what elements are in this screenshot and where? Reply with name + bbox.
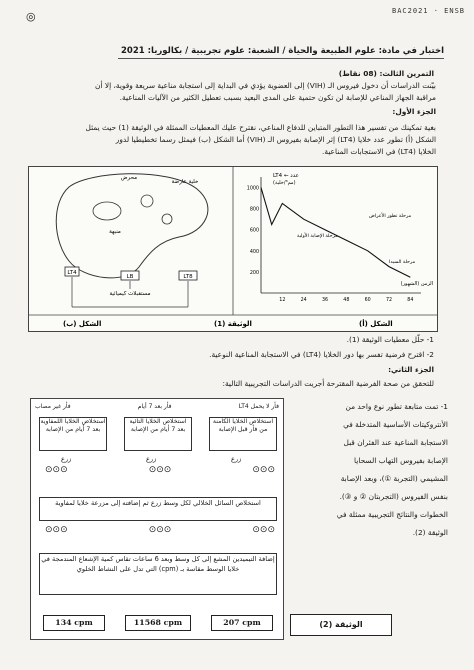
part2-title: الجزء الثاني: bbox=[388, 365, 434, 374]
part1-title: الجزء الأول: bbox=[392, 107, 436, 116]
desc-line: الأنتروكيتات الأساسية المتدخلة في bbox=[343, 420, 448, 429]
flow-top-labels bbox=[35, 403, 279, 410]
graph-x-label: الزمن (الشهور) bbox=[400, 281, 433, 287]
spiral-icon: ◎ bbox=[26, 10, 36, 23]
culture-label-b: زرع bbox=[146, 455, 157, 463]
flow-box-c: استخلاص الخلايا اللمفاوية بعد 7 أيام من الإصابة bbox=[39, 417, 107, 451]
dish-icon: ⊙⊙⊙ bbox=[148, 465, 172, 475]
x-tick-label: 24 bbox=[300, 298, 307, 303]
y-tick-label: 800 bbox=[249, 207, 259, 213]
part1-line-3: الخلايا (LT4) في الاستجابات المناعية. bbox=[322, 147, 436, 156]
flow-box-b: استخلاص الخلايا التائية بعد 7 أيام من الإصابة bbox=[124, 417, 192, 451]
phase-primary: مرحلة الإصابة الأولية bbox=[297, 234, 338, 239]
y-tick-label: 1000 bbox=[246, 186, 259, 192]
graph-a bbox=[247, 173, 433, 303]
flow-box-measure: إضافة التيميدين المشع إلى كل وسط وبعد 6 ساعات تقاس كمية الإشعاع المندمجة في خلايا الوسط مقاسة بـ (cpm) التي تدل على النشاط الخلوي bbox=[39, 553, 277, 595]
top-label-1: فأر غير مصاب bbox=[35, 403, 71, 410]
result-2: 11568 cpm bbox=[125, 615, 191, 631]
caption-b: الشكل (ب) bbox=[63, 320, 102, 328]
x-tick-label: 84 bbox=[407, 298, 414, 303]
top-label-3: فأر لا يحمل LT4 bbox=[238, 403, 279, 410]
header-strip bbox=[0, 2, 474, 28]
label-lt4: LT4 bbox=[67, 270, 77, 276]
part1-line-2: الشكل (أ) تطور عدد خلايا (LT4) إثر الإصابة بفيروس الـ (VIH) أما الشكل (ب) فيمثل رسما تخطيطيا لدور bbox=[115, 135, 436, 144]
y-tick-label: 600 bbox=[249, 228, 259, 234]
x-tick-label: 72 bbox=[385, 298, 393, 303]
graph-y-label: LT4 ← عدد bbox=[273, 173, 299, 179]
label-stimulus: محرض bbox=[120, 175, 138, 181]
desc-line: الاستجابة المناعية عند الفئران قبل bbox=[343, 438, 448, 447]
question-1: 1- حلّل معطيات الوثيقة (1). bbox=[346, 335, 434, 344]
phase-aids: مرحلة السيدا bbox=[389, 260, 416, 265]
dish-icon: ⊙⊙⊙ bbox=[148, 525, 172, 535]
desc-line: بنفس الفيروس (التجربتان ② و ③). bbox=[339, 492, 448, 501]
label-receptors: مستقبلات كيميائية bbox=[109, 291, 151, 297]
phase-stable: مرحلة تطور الأعراض bbox=[369, 214, 412, 219]
intro-line-1: بيّنت الدراسات أن دخول فيروس الـ (VIH) إلى العضوية يؤدي في البداية إلى استجابة مناعية سريعة وقوية، إلا أن bbox=[95, 81, 436, 90]
x-tick-label: 36 bbox=[321, 298, 329, 303]
result-3: 207 cpm bbox=[211, 615, 273, 631]
flow-box-a: استخلاص الخلايا الكامنة من فأر قبل الإصابة bbox=[209, 417, 277, 451]
part2-description bbox=[298, 398, 448, 542]
result-1: 134 cpm bbox=[43, 615, 105, 631]
dish-icon: ⊙⊙⊙ bbox=[45, 525, 68, 535]
y-tick-label: 400 bbox=[249, 249, 259, 255]
subject-text: اختبار في مادة: علوم الطبيعة والحياة / الشعبة: علوم تجريبية / بكالوريا: 2021 bbox=[118, 46, 444, 59]
flow-box-mix: استخلاص السائل الخلالي لكل وسط زرع ثم إضافته إلى مزرعة خلايا لمفاوية bbox=[39, 497, 277, 521]
dish-icon: ⊙⊙⊙ bbox=[45, 465, 68, 475]
figure-2-caption: الوثيقة (2) bbox=[290, 614, 392, 636]
header-code: BAC2021 · ENSB bbox=[392, 7, 466, 15]
lt4-series-line bbox=[261, 188, 410, 278]
intro-line-2: مراقبة الجهاز المناعي للإصابة لن تكون حتمية على المدى البعيد بسبب تعطيل الكثير من الآليات المناعية. bbox=[119, 93, 436, 102]
scheme-b bbox=[56, 174, 208, 307]
part1-line-1: بغية تمكينك من تفسير هذا التطور المتباين للدفاع المناعي، نقترح عليك المعطيات الممثلة في الوثيقة (1) حيث يمثل bbox=[85, 123, 436, 132]
exercise-title: التمرين الثالث: (08 نقاط) bbox=[338, 69, 434, 78]
label-presenting: خلية عارضة bbox=[171, 179, 199, 185]
part2-intro: للتحقق من صحة الفرضية المقترحة أجريت الدراسات التجريبية التالية: bbox=[222, 379, 434, 388]
subject-line bbox=[118, 46, 444, 59]
culture-label-c: زرع bbox=[61, 455, 72, 463]
label-stimulated: منبهة bbox=[109, 229, 121, 235]
figure-1-svg bbox=[29, 167, 437, 331]
desc-line: الإصابة بفيروس التهاب السحايا bbox=[354, 456, 448, 465]
top-label-2: فأر بعد 7 أيام bbox=[137, 403, 172, 410]
x-tick-label: 12 bbox=[279, 298, 286, 303]
figure-2 bbox=[30, 398, 284, 640]
label-lt8: LT8 bbox=[183, 274, 193, 280]
culture-label-a: زرع bbox=[231, 455, 242, 463]
caption-doc1: الوثيقة (1) bbox=[214, 320, 252, 328]
desc-line: 1- تمت متابعة تطور نوع واحد من bbox=[345, 402, 448, 411]
question-2: 2- اقترح فرضية تفسر بها دور الخلايا (LT4) في الاستجابة المناعية النوعية. bbox=[209, 350, 434, 359]
dish-icon: ⊙⊙⊙ bbox=[252, 465, 275, 475]
x-tick-label: 48 bbox=[343, 298, 350, 303]
y-tick-label: 200 bbox=[249, 270, 259, 276]
label-lb: LB bbox=[126, 274, 134, 280]
dish-icon: ⊙⊙⊙ bbox=[252, 525, 275, 535]
graph-y-unit: (مم³/خلية) bbox=[273, 180, 296, 186]
figure-1 bbox=[28, 166, 438, 332]
x-tick-label: 60 bbox=[364, 298, 371, 303]
culture-dishes bbox=[45, 465, 275, 475]
mix-dishes bbox=[45, 525, 275, 535]
desc-line: الوثيقة (2). bbox=[412, 528, 448, 537]
desc-line: المشيمي (التجربة ①)، وبعد الإصابة bbox=[340, 474, 448, 483]
desc-line: الخطوات والنتائج التجريبية ممثلة في bbox=[336, 510, 448, 519]
caption-a: الشكل (أ) bbox=[359, 320, 393, 328]
